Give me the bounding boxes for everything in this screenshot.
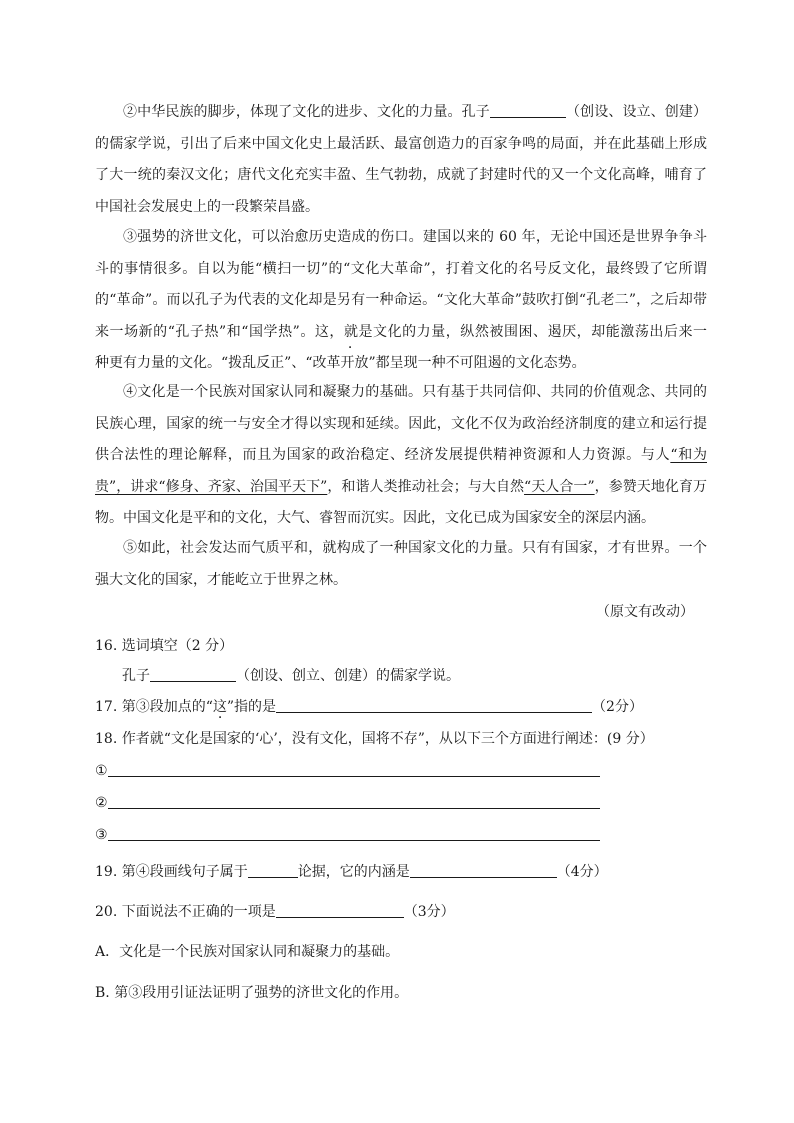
question-17-mid: ”指的是 — [226, 699, 277, 715]
paragraph-4-text-2: ，和谐人类推动社会；与大自然 — [327, 478, 525, 495]
question-17 — [95, 697, 643, 717]
question-19-prefix: 19. 第④段画线句子属于 — [95, 864, 248, 880]
question-19-answer-blank-2[interactable] — [410, 863, 557, 878]
paragraph-2-text-1: ②中华民族的脚步，体现了文化的进步、文化的力量。孔子 — [123, 104, 490, 120]
paragraph-5-text: ⑤如此，社会发达而气质平和，就构成了一种国家文化的力量。只有有国家，才有世界。一个强大文化的国家，才能屹立于世界之林。 — [95, 540, 707, 588]
answer-marker-2: ② — [95, 795, 108, 811]
paragraph-4-text-1: ④文化是一个民族对国家认同和凝聚力的基础。只有基于共同信仰、共同的价值观念、共同的民族心理，国家的统一与安全才得以实现和延续。因此，文化不仅为政治经济制度的建立和运行提供合法性的理论解释，而且为国家的政治稳定、经济发展提供精神资源和人力资源。与人 — [95, 384, 707, 464]
question-17-prefix: 17. 第③段加点的“ — [95, 699, 213, 715]
question-18-answer-line-1 — [95, 761, 600, 781]
question-17-answer-blank[interactable] — [276, 698, 592, 713]
question-16-suffix: （创设、创立、创建）的儒家学说。 — [236, 668, 460, 684]
passage-paragraph-5 — [95, 533, 707, 596]
question-18-title: 18. 作者就“文化是国家的‘心’，没有文化，国将不存”，从以下三个方面进行阐述：(9 分） — [95, 731, 654, 747]
question-18-answer-line-3 — [95, 825, 600, 845]
question-20 — [95, 902, 455, 922]
question-17-dotted-word: 这 — [212, 699, 227, 715]
question-20-option-b: B. 第③段用引证法证明了强势的济世文化的作用。 — [95, 985, 409, 1001]
question-19-score: （4分） — [556, 864, 608, 880]
paragraph-2-blank — [490, 103, 566, 118]
question-20-score: （3分） — [403, 904, 455, 920]
passage-paragraph-3 — [95, 222, 722, 380]
dotted-word: 这 · — [315, 324, 330, 340]
question-20-option-a: A．文化是一个民族对国家认同和凝聚力的基础。 — [95, 944, 400, 960]
question-19 — [95, 862, 608, 882]
question-20-prefix: 20. 下面说法不正确的一项是 — [95, 904, 276, 920]
answer-marker-3: ③ — [95, 827, 108, 843]
passage-paragraph-2 — [95, 97, 707, 223]
source-note: （原文有改动） — [596, 604, 694, 620]
question-18-answer-3[interactable] — [108, 826, 600, 841]
question-16-title: 16. 选词填空（2 分） — [95, 638, 234, 654]
question-18-answer-2[interactable] — [108, 794, 600, 809]
underlined-sentence-2: “天人合一” — [524, 478, 595, 495]
paragraph-4-text-3: ，参赞天地化育万物。中国文化是平和的文化，大气、睿智而沉实。因此，文化已成为国家安全的深层内涵。 — [95, 478, 707, 527]
paragraph-2-text-2: （创设、设立、创建）的儒家学说，引出了后来中国文化史上最活跃、最富创造力的百家争鸣的局面，并在此基础上形成了大一统的秦汉文化；唐代文化充实丰盈、生气勃勃，成就了封建时代的又一个文化高峰，哺育了中国社会发展史上的一段繁荣昌盛。 — [95, 104, 708, 215]
question-16-prefix: 孔子 — [122, 668, 150, 684]
paragraph-3-text-1: ③强势的济世文化，可以治愈历史造成的伤口。建国以来的 60 年，无论中国还是世界争争斗斗的事情很多。自以为能“横扫一切”的“文化大革命”，打着文化的名号反文化，最终毁了它所谓的“革命”。而以孔子为代表的文化却是另有一种命运。“文化大革命”鼓吹打倒“孔老二”，之后却带来一场新的“孔子热”和“国学热”。 — [95, 229, 707, 340]
question-20-answer-blank[interactable] — [276, 903, 404, 918]
question-19-answer-blank-1[interactable] — [248, 863, 298, 878]
question-16-answer-blank[interactable] — [150, 667, 236, 682]
underlined-sentence-1: “和为贵”，讲求“修身、齐家、治国平天下” — [95, 447, 707, 495]
question-18-answer-line-2 — [95, 793, 600, 813]
answer-marker-1: ① — [95, 763, 108, 779]
question-19-mid: 论据，它的内涵是 — [297, 864, 410, 880]
question-17-score: （2分） — [592, 699, 643, 715]
paragraph-3-text-2: ，就是文化的力量，纵然被围困、遏厌，却能激荡出后来一 种更有力量的文化。“拨乱反正”、“改革开放”都呈现一种不可阻遏的文化态势。 — [95, 323, 722, 372]
passage-paragraph-4 — [95, 377, 707, 535]
question-16-body — [122, 666, 460, 686]
question-18-answer-1[interactable] — [108, 762, 600, 777]
